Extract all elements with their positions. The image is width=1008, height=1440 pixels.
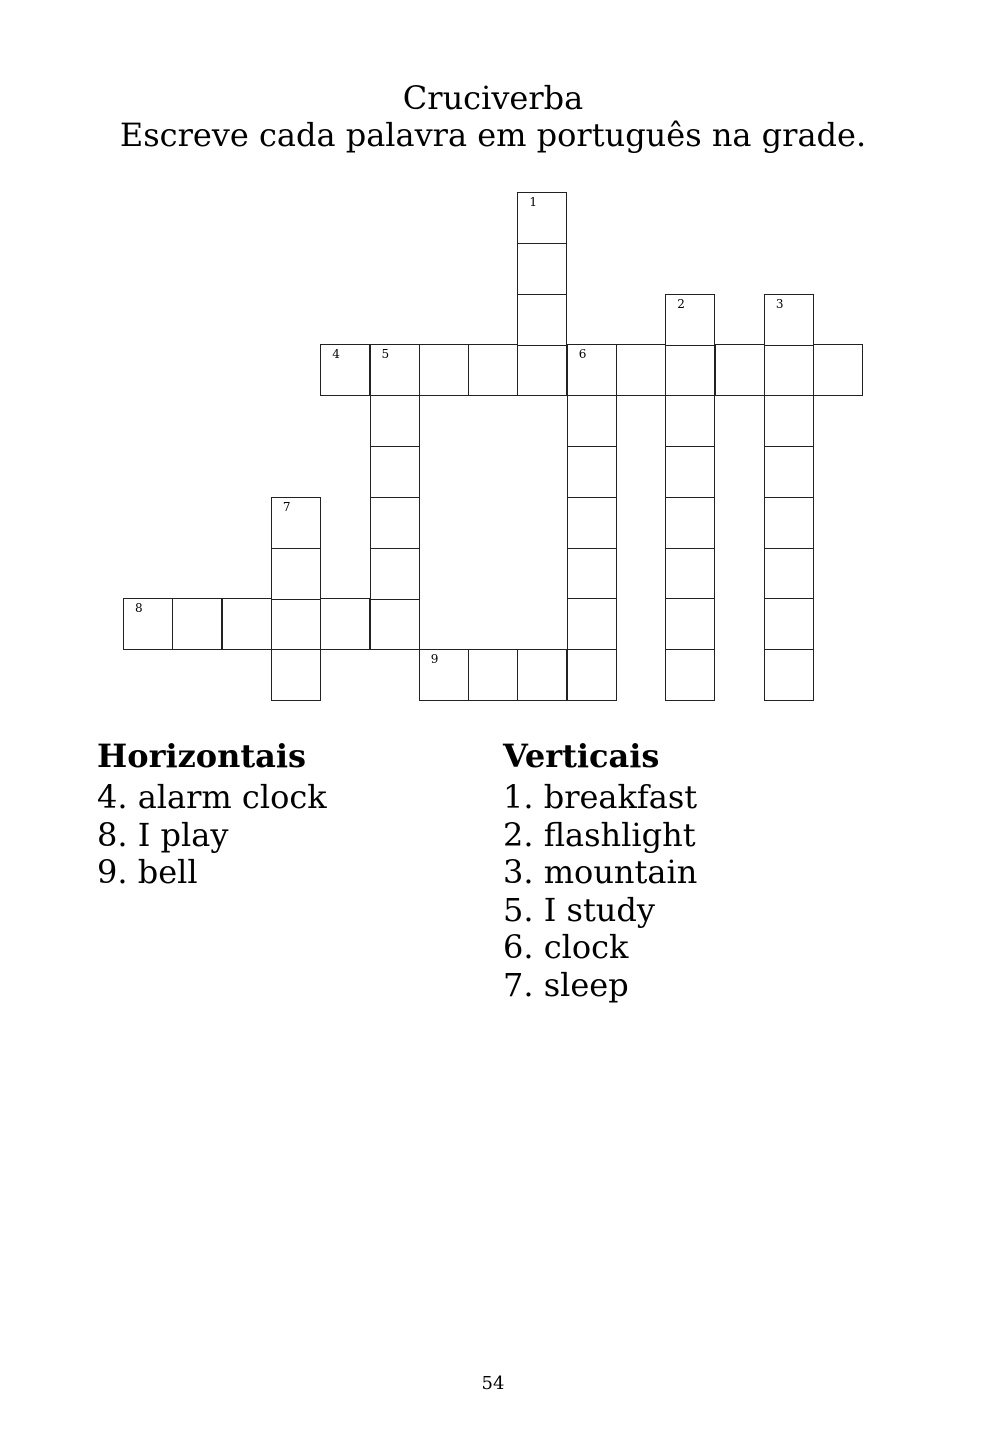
across-clue: 9. bell [97,853,198,891]
crossword-cell[interactable] [764,395,814,447]
crossword-cell[interactable] [517,243,567,295]
across-clue: 8. I play [97,815,229,854]
cell-number: 8 [135,601,143,616]
crossword-cell[interactable] [370,344,420,396]
crossword-cell[interactable] [813,344,863,396]
crossword-cell[interactable] [665,548,715,600]
crossword-cell[interactable] [764,446,814,498]
down-heading: Verticais [503,737,660,775]
crossword-cell[interactable] [370,446,420,498]
crossword-cell[interactable] [567,446,617,498]
crossword-cell[interactable] [370,497,420,549]
across-clue: 4. alarm clock [97,778,327,816]
crossword-cell[interactable] [764,344,814,396]
down-clues [503,736,697,1004]
crossword-cell[interactable] [271,598,321,650]
crossword-cell[interactable] [665,395,715,447]
crossword-cell[interactable] [665,497,715,549]
crossword-cell[interactable] [665,294,715,346]
crossword-cell[interactable] [517,649,567,701]
crossword-cell[interactable] [567,497,617,549]
across-heading: Horizontais [97,737,307,775]
crossword-cell[interactable] [764,548,814,600]
instructions: Escreve cada palavra em português na grade. [119,116,867,154]
cell-number: 9 [430,652,439,667]
crossword-cell[interactable] [715,344,765,396]
down-clue: 7. sleep [503,965,629,1004]
crossword-cell[interactable] [419,344,469,396]
crossword-cell[interactable] [764,497,814,549]
crossword-cell[interactable] [172,598,222,650]
cell-number: 3 [775,296,784,311]
down-clue: 3. mountain [503,853,698,891]
crossword-cell[interactable] [764,649,814,701]
down-clue: 2. flashlight [503,815,696,854]
crossword-cell[interactable] [271,548,321,600]
crossword-cell[interactable] [517,192,567,244]
crossword-cell[interactable] [222,598,272,650]
crossword-cell[interactable] [665,344,715,396]
crossword-cell[interactable] [665,446,715,498]
cell-number: 2 [677,296,685,311]
page-title: Cruciverba [402,79,584,117]
crossword-cell[interactable] [271,497,321,549]
crossword-cell[interactable] [567,649,617,701]
crossword-cell[interactable] [320,598,370,650]
crossword-cell[interactable] [419,649,469,701]
crossword-cell[interactable] [567,344,617,396]
crossword-cell[interactable] [468,344,518,396]
crossword-cell[interactable] [764,294,814,346]
crossword-cell[interactable] [468,649,518,701]
down-clue: 5. I study [503,890,655,929]
crossword-cell[interactable] [567,548,617,600]
cell-number: 1 [529,195,538,209]
across-clues [97,736,327,892]
crossword-cell[interactable] [764,598,814,650]
crossword-cell[interactable] [567,395,617,447]
across-clue-list [97,779,327,892]
crossword-cell[interactable] [123,598,173,650]
crossword-cell[interactable] [271,649,321,701]
cell-number: 5 [381,347,390,362]
cell-number: 4 [332,347,340,362]
down-clue: 6. clock [503,928,629,966]
crossword-cell[interactable] [320,344,370,396]
cell-number: 6 [578,347,587,362]
crossword-cell[interactable] [370,598,420,650]
cell-number: 7 [282,499,291,514]
crossword-cell[interactable] [370,548,420,600]
crossword-cell[interactable] [517,294,567,346]
down-clue: 1. breakfast [503,778,698,816]
crossword-cell[interactable] [370,395,420,447]
crossword-cell[interactable] [665,649,715,701]
crossword-cell[interactable] [517,344,567,396]
down-clue-list [503,779,697,1004]
crossword-cell[interactable] [567,598,617,650]
crossword-cell[interactable] [616,344,666,396]
page-number: 54 [481,1373,505,1394]
crossword-cell[interactable] [665,598,715,650]
